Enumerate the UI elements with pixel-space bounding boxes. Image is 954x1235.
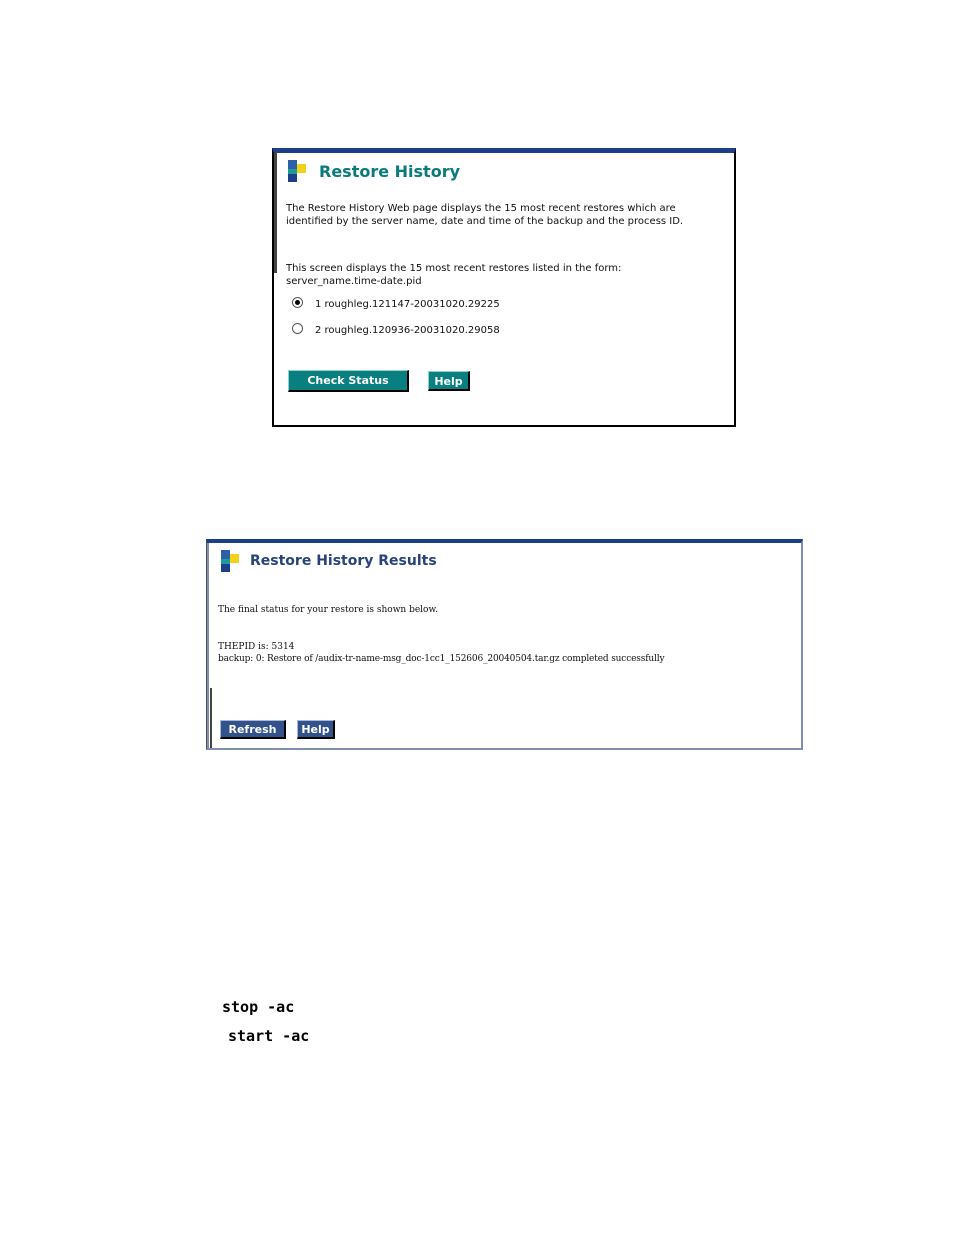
restore-option-label: 2 roughleg.120936-20031020.29058 [315,325,500,336]
page-title: Restore History [319,162,461,181]
pid-output: THEPID is: 5314 [218,642,295,652]
help-button[interactable]: Help [297,720,335,739]
check-status-button[interactable]: Check Status [288,370,409,392]
start-command: start -ac [228,1027,310,1045]
window-edge [274,153,277,273]
app-logo-icon [288,160,306,182]
restore-option-label: 1 roughleg.121147-20031020.29225 [315,299,500,310]
restore-option-2[interactable] [292,324,500,338]
form-intro [286,263,716,288]
status-message: The final status for your restore is shown below. [218,605,438,615]
restore-option-1[interactable] [292,298,500,312]
page-title: Restore History Results [250,553,437,569]
backup-output: backup: 0: Restore of /audix-tr-name-msg_doc-1cc1_152606_20040504.tar.gz completed successfully [218,654,665,664]
restore-history-results-panel [206,539,803,750]
form-intro-text: This screen displays the 15 most recent restores listed in the form: [286,263,622,274]
stop-command: stop -ac [222,998,295,1016]
radio-button[interactable] [292,323,303,334]
radio-button[interactable] [292,297,303,308]
window-edge-inner [210,688,212,748]
window-edge [207,543,209,748]
refresh-button[interactable]: Refresh [220,720,286,739]
form-format-text: server_name.time-date.pid [286,275,422,287]
app-logo-icon [221,550,239,572]
page-description: The Restore History Web page displays the 15 most recent restores which are identified by the server name, date and time of the backup and the process ID. [286,203,684,227]
restore-history-panel [272,148,736,427]
help-button[interactable]: Help [428,371,470,391]
